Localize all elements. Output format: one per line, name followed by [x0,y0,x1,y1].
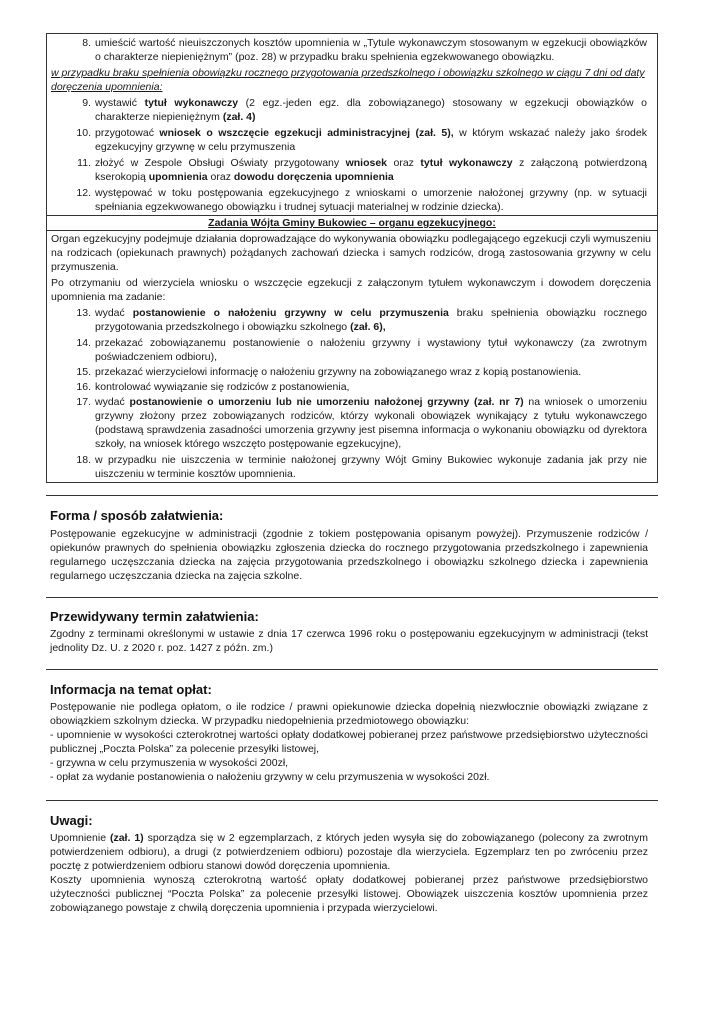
item-text-bold: postanowienie o nałożeniu grzywny w celu przymuszenia [132,307,449,319]
deadline-note: w przypadku braku spełnienia obowiązku rocznego przygotowania przedszkolnego i obowiązku szkolnego w ciągu 7 dni od daty doręczenia upomnienia: [51,67,645,93]
section-divider [46,597,658,598]
oplaty-line: Postępowanie nie podlega opłatom, o ile rodzice / prawni opiekunowie dziecka dopełnią niezwłocznie obowiązki związane z obowiązkiem szkolnym dziecka. W przypadku niedopełnienia przedmiotowego obowiązku: [50,701,648,727]
item-number: 12. [76,187,91,199]
item-text-bold: tytuł wykonawczy [144,97,239,109]
item-number: 15. [76,366,91,378]
item-number: 13. [76,307,91,319]
item-text-bold: dowodu doręczenia upomnienia [233,171,394,183]
list-item [82,36,647,64]
list-item [76,126,647,154]
item-text-bold: wniosek [345,157,388,169]
item-text-bold: tytuł wykonawczy [420,157,513,169]
uwagi-title: Uwagi: [50,813,93,828]
uwagi-text-part: Upomnienie [50,832,110,844]
item-number: 10. [76,127,91,139]
item-text: (2 egz.-jeden egz. dla zobowiązanego) stosowany w egzekucji obowiązków o charakterze niepieniężnym [95,97,647,123]
wojt-paragraph: Organ egzekucyjny podejmuje działania doprowadzające do wykonywania obowiązku podlegającego egzekucji czyli wymuszeniu na rodzicach (opiekunach prawnych) pożądanych zachowań dziecka i samych rodziców, drogą zastosowania grzywny w celu przymuszenia. [51,233,651,273]
item-text: w przypadku nie uiszczenia w terminie nałożonej grzywny Wójt Gminy Bukowiec wykonuje zadania jak przy nie uiszczeniu w terminie kosztów upomnienia. [95,454,647,480]
item-text: wydać [95,396,130,408]
oplaty-title: Informacja na temat opłat: [50,682,212,697]
item-text: z załączoną potwierdzoną kserokopią [95,157,647,183]
item-text: wydać [95,307,133,319]
item-number: 18. [76,454,91,466]
section-divider [46,495,658,496]
item-text: wystawić [95,97,145,109]
item-number: 14. [76,337,91,349]
item-text-bold: (zał. 6), [350,321,386,333]
item-text: w którym wskazać należy jako środek egzekucyjny grzywnę w celu przymuszenia [95,127,647,153]
oplaty-line: - opłat za wydanie postanowienia o nałożeniu grzywny w celu przymuszenia w wysokości 20zł. [50,771,490,783]
uwagi-text-bold: (zał. 1) [109,832,144,844]
list-item [76,395,647,451]
uwagi-text [50,831,648,915]
wojt-heading: Zadania Wójta Gminy Bukowiec – organu egzekucyjnego: [208,217,496,229]
item-text: przygotować [95,127,160,139]
section-divider [46,669,658,670]
item-text: umieścić wartość nieuiszczonych kosztów upomnienia w „Tytule wykonawczym stosowanym w egzekucji obowiązków o charakterze niepieniężnym” (poz. 28) w przypadku braku spełnienia egzekwowanego obowiązku. [95,37,647,63]
item-text-bold: upomnienia [148,171,208,183]
item-text-bold: wniosek o wszczęcie egzekucji administracyjnej (zał. 5), [159,127,454,139]
list-item [76,453,647,481]
item-text: kontrolować wywiązanie się rodziców z postanowienia, [95,381,350,393]
forma-text: Postępowanie egzekucyjne w administracji (zgodnie z tokiem postępowania opisanym powyżej). Przymuszenie rodziców / opiekunów prawnych do spełnienia obowiązku zgłoszenia dziecka do rocznego przygotowania przedszkolnego i zapewnienia regularnego uczęszczania dziecka na zajęcia przygotowania przedszkolnego i obowiązku szkolnego dziecka i zapewnienia regularnego uczęszczania dziecka na zajęcia szkolne. [50,528,648,582]
uwagi-paragraph [50,831,648,873]
divider [47,230,657,231]
item-text: przekazać wierzycielowi informację o nałożeniu grzywny na zobowiązanego wraz z kopią postanowienia. [95,366,582,378]
item-number: 8. [82,37,91,49]
tasks-box [46,33,658,483]
item-number: 11. [77,157,91,169]
item-text: złożyć w Zespole Obsługi Oświaty przygotowany [95,157,346,169]
oplaty-line: - grzywna w celu przymuszenia w wysokości 200zł, [50,757,289,769]
list-item [76,365,647,379]
list-item [82,96,647,124]
forma-title: Forma / sposób załatwienia: [50,508,224,523]
item-text-bold: postanowienie o umorzeniu lub nie umorzeniu nałożonej grzywny (zał. nr 7) [129,396,524,408]
item-number: 17. [76,396,91,408]
item-text: oraz [387,157,421,169]
list-item [76,186,647,214]
termin-title: Przewidywany termin załatwienia: [50,609,259,624]
list-item [77,156,647,184]
item-number: 16. [76,381,91,393]
list-item [76,306,647,334]
item-text: na wniosek o umorzeniu grzywny złożony przez zobowiązanych rodziców, którzy wykonali obowiązek wynikający z tytułu wykonawczego (podstawą sprawdzenia zasadności umorzenia grzywny jest pisemna informacja o wykonaniu obowiązku od dyrektora szkoły, na wniosek którego wszczęto postępowanie egzekucyjne), [95,396,647,450]
oplaty-line: - upomnienie w wysokości czterokrotnej wartości opłaty dodatkowej pobieranej przez państwowe przedsiębiorstwo użyteczności publicznej „Poczta Polska” za polecenie przesyłki listowej, [50,729,648,755]
oplaty-text [50,700,648,784]
wojt-paragraph: Po otrzymaniu od wierzyciela wniosku o wszczęcie egzekucji z załączonym tytułem wykonawczym i dowodem doręczenia upomnienia ma zadanie: [51,277,651,303]
item-text-bold: (zał. 4) [222,111,256,123]
uwagi-text-part: sporządza się w 2 egzemplarzach, z których jeden wysyła się do zobowiązanego (polecony za zwrotnym potwierdzeniem odbioru), a drugi (z potwierdzeniem odbioru) pozostaje dla wierzyciela. Egzemplarz ten po zwróceniu przez pocztę z potwierdzeniem odbioru stanowi dowód doręczenia upomnienia. [50,832,648,872]
list-item [76,380,647,394]
item-text: braku spełnienia obowiązku rocznego przygotowania przedszkolnego i obowiązku szkolnego [95,307,647,333]
item-text: oraz [207,171,234,183]
termin-text: Zgodny z terminami określonymi w ustawie z dnia 17 czerwca 1996 roku o postępowaniu egzekucyjnym w administracji (tekst jednolity Dz. U. z 2020 r. poz. 1427 z późn. zm.) [50,628,648,654]
item-text: przekazać zobowiązanemu postanowienie o nałożeniu grzywny i wystawiony tytuł wykonawczy (za zwrotnym poświadczeniem odbioru), [95,337,647,363]
list-item [76,336,647,364]
section-divider [46,800,658,801]
item-number: 9. [82,97,91,109]
item-text: występować w toku postępowania egzekucyjnego z wnioskami o umorzenie nałożonej grzywny (np. w sytuacji spełniania egzekwowanego obowiązku i trudnej sytuacji materialnej w rodzinie dziecka). [95,187,647,213]
uwagi-paragraph: Koszty upomnienia wynoszą czterokrotną wartość opłaty dodatkowej pobieranej przez państwowe przedsiębiorstwo użyteczności publicznej “Poczta Polska” za polecenie przesyłki listowej. Obowiązek uiszczenia kosztów upomnienia przez zobowiązanego powstaje z chwilą doręczenia upomnienia i przypada wierzycielowi. [50,874,648,914]
